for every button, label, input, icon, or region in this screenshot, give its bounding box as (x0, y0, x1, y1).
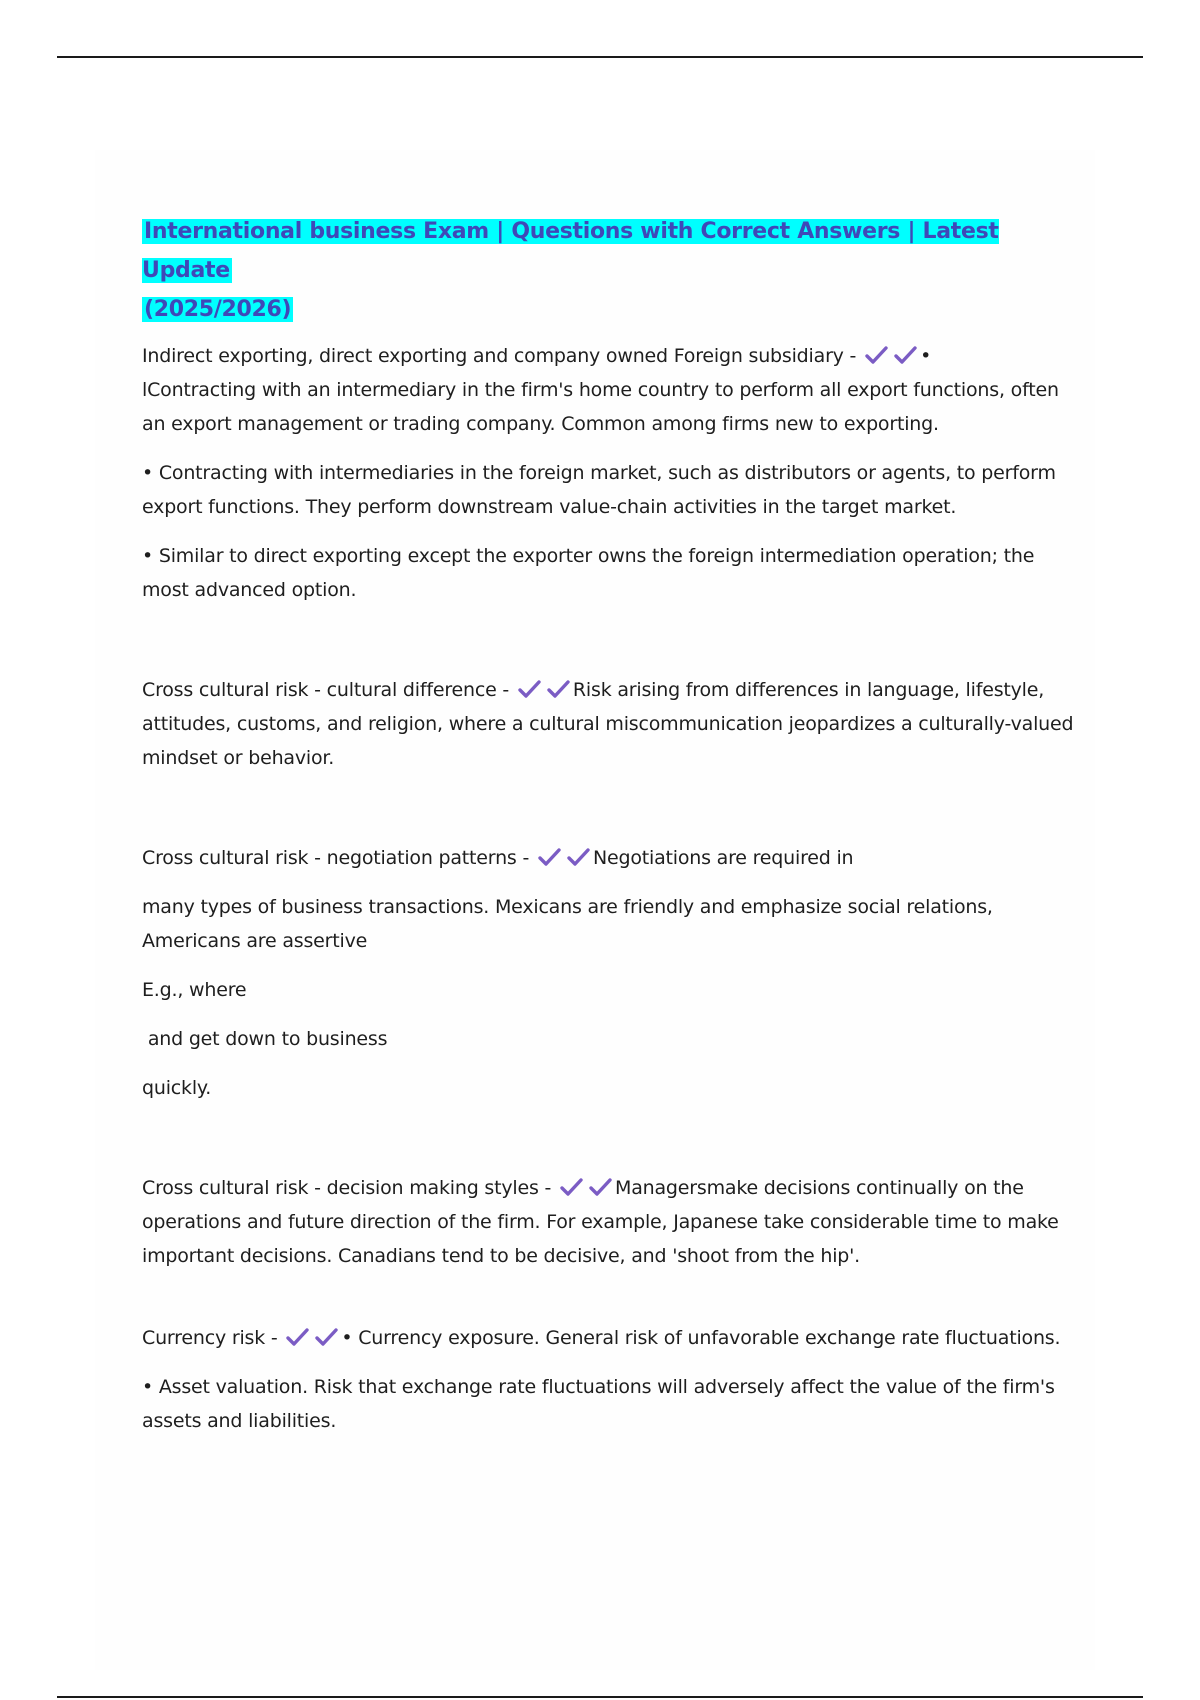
q1-answer-bullet: • (920, 345, 932, 367)
q3-line-3: E.g., where (142, 979, 247, 1001)
q3-line-5: quickly. (142, 1077, 212, 1099)
q5-answer: • Currency exposure. General risk of unfavorable exchange rate fluctuations. (341, 1327, 1061, 1349)
q5-answer-b: • Asset valuation. Risk that exchange rate fluctuations will adversely affect the value of the firm's assets and liabilities. (142, 1376, 1055, 1432)
q1-paragraph (142, 339, 1082, 441)
bottom-rule (57, 1696, 1143, 1698)
check-icon (537, 847, 562, 867)
check-icon (566, 847, 591, 867)
check-icon (588, 1177, 613, 1197)
q3-answer: Negotiations are required in (592, 847, 854, 869)
q5-paragraph (142, 1321, 1082, 1355)
check-icon (864, 345, 889, 365)
q3-line-4: and get down to business (142, 1028, 388, 1050)
q3-term: Cross cultural risk - negotiation patterns - (142, 847, 535, 869)
check-icon (517, 679, 542, 699)
q4-paragraph (142, 1171, 1082, 1273)
q1-answer-a: lContracting with an intermediary in the firm's home country to perform all export functions, often an export management or trading company. Common among firms new to exporting. (142, 379, 1059, 435)
check-icon (314, 1327, 339, 1347)
q2-answer: Risk arising from differences in language, lifestyle, attitudes, customs, and religion, where a cultural miscommunication jeopardizes a culturally-valued mindset or behavior. (142, 679, 1074, 769)
title-line-2: (2025/2026) (144, 297, 292, 322)
check-icon (285, 1327, 310, 1347)
check-icon (893, 345, 918, 365)
q2-paragraph (142, 673, 1082, 775)
top-rule (57, 56, 1143, 58)
q1-term: Indirect exporting, direct exporting and company owned Foreign subsidiary - (142, 345, 863, 367)
q4-term: Cross cultural risk - decision making styles - (142, 1177, 558, 1199)
title-line-1: International business Exam | Questions with Correct Answers | Latest Update (142, 219, 999, 283)
q4-answer: Managersmake decisions continually on the operations and future direction of the firm. For example, Japanese take considerable time to make important decisions. Canadians tend to be decisive, and 'shoot from the hip'. (142, 1177, 1059, 1267)
q1-answer-c: • Similar to direct exporting except the exporter owns the foreign intermediation operation; the most advanced option. (142, 545, 1035, 601)
q3-line-2: many types of business transactions. Mexicans are friendly and emphasize social relations, Americans are assertive (142, 896, 993, 952)
check-icon (559, 1177, 584, 1197)
q2-term: Cross cultural risk - cultural difference - (142, 679, 515, 701)
q3-paragraph (142, 841, 1082, 875)
check-icon (546, 679, 571, 699)
q1-answer-b: • Contracting with intermediaries in the foreign market, such as distributors or agents, to perform export functions. They perform downstream value-chain activities in the target market. (142, 462, 1056, 518)
document-title (142, 212, 1082, 329)
document-content (142, 212, 1082, 1438)
q5-term: Currency risk - (142, 1327, 284, 1349)
